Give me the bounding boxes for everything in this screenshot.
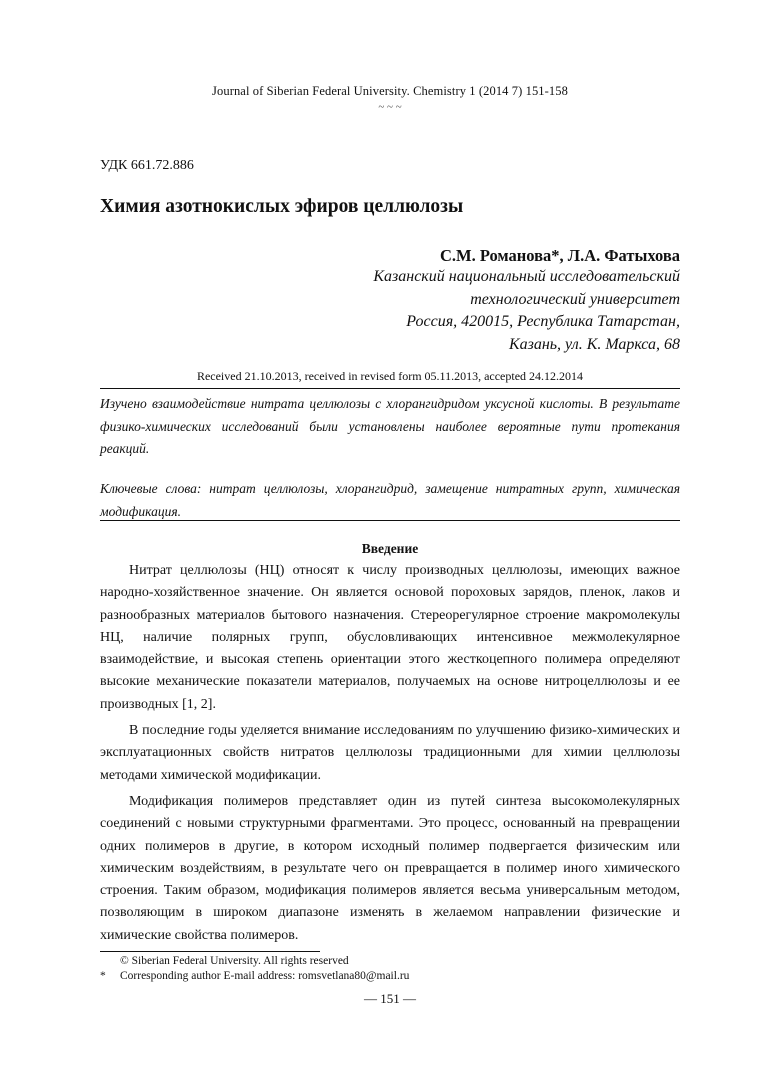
- footnotes: [100, 954, 409, 983]
- affiliation: [373, 266, 680, 356]
- introduction-body: [100, 560, 680, 951]
- paragraph: В последние годы уделяется внимание исследованиям по улучшению физико-химических и эксплуатационных свойств нитратов целлюлозы традиционными для химии целлюлозы методами химической модификации.: [100, 723, 680, 783]
- abstract: Изучено взаимодействие нитрата целлюлозы с хлорангидридом уксусной кислоты. В результате физико-химических исследований были установлены наиболее вероятные пути протекания реакций.: [100, 396, 680, 456]
- paragraph: Модификация полимеров представляет один из путей синтеза высокомолекулярных соединений с новыми структурными фрагментами. Это процесс, основанный на превращении одних полимеров в другие, в котором исходный полимер подвергается физическим или химическим воздействиям, в результате чего он превращается в полимер иного химического строения. Таким образом, модификация полимеров является весьма универсальным методом, позволяющим в широком диапазоне изменять в желаемом направлении физические и химические свойства полимеров.: [100, 793, 680, 943]
- abstract-top-rule: [100, 388, 680, 389]
- footnote-mark: *: [100, 969, 106, 982]
- journal-header: Journal of Siberian Federal University. Chemistry 1 (2014 7) 151-158: [212, 84, 568, 98]
- page-number: — 151 —: [364, 991, 416, 1006]
- header-ornament: ~ ~ ~: [378, 101, 402, 113]
- footnote-text: © Siberian Federal University. All rights reserved: [120, 955, 349, 967]
- footnote: [100, 954, 409, 969]
- footnote: [100, 969, 409, 984]
- paragraph: Нитрат целлюлозы (НЦ) относят к числу производных целлюлозы, имеющих важное народно-хозяйственное значение. Он является основой пороховых зарядов, пленок, лаков и разнообразных материалов бытового назначения. Стереорегулярное строение макромолекулы НЦ, наличие полярных групп, обусловливающих интенсивное межмолекулярное взаимодействие, и высокая степень ориентации этого жесткоцепного полимера определяют высокие механические показатели материалов, получаемых на основе нитроцеллюлозы и ее производных [1, 2].: [100, 563, 680, 712]
- received-dates: Received 21.10.2013, received in revised form 05.11.2013, accepted 24.12.2014: [196, 369, 584, 383]
- article-title: Химия азотнокислых эфиров целлюлозы: [100, 196, 464, 217]
- udc-code: УДК 661.72.886: [100, 158, 194, 173]
- footnote-rule: [100, 951, 320, 952]
- footnote-text: Corresponding author E-mail address: romsvetlana80@mail.ru: [120, 969, 410, 982]
- keywords: Ключевые слова: нитрат целлюлозы, хлорангидрид, замещение нитратных групп, химическая модификация.: [100, 481, 680, 519]
- affiliation-line: технологический университет: [470, 290, 680, 308]
- affiliation-line: Казанский национальный исследовательский: [373, 268, 680, 285]
- affiliation-line: Казань, ул. К. Маркса, 68: [508, 335, 680, 353]
- abstract-bottom-rule: [100, 520, 680, 521]
- affiliation-line: Россия, 420015, Республика Татарстан,: [406, 313, 680, 330]
- section-heading-introduction: Введение: [361, 541, 419, 556]
- authors: С.М. Романова*, Л.А. Фатыхова: [439, 246, 680, 265]
